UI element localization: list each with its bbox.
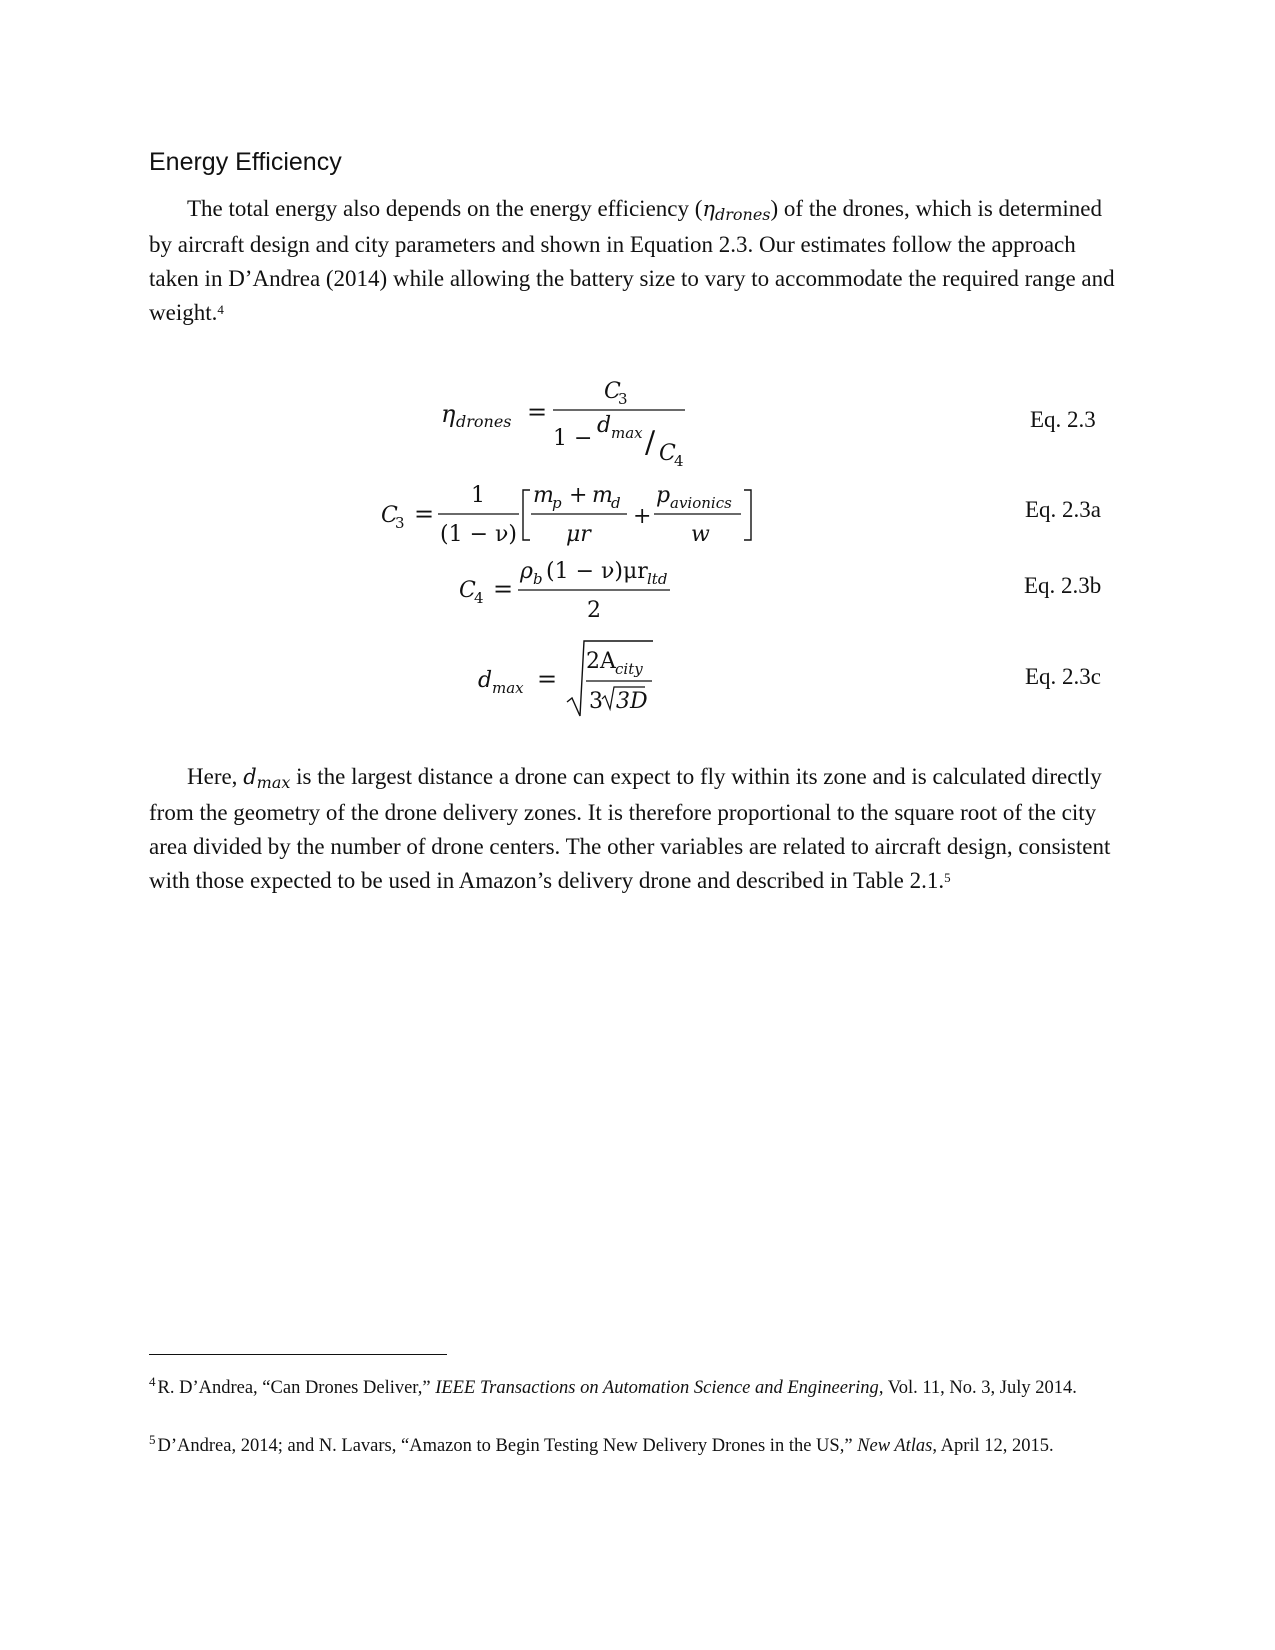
eq-label-2-3a: Eq. 2.3a bbox=[1025, 497, 1102, 522]
numerator-one: 1 bbox=[471, 483, 485, 508]
three-d: 3D bbox=[616, 689, 648, 714]
eq-label-2-3: Eq. 2.3 bbox=[1030, 407, 1096, 432]
equals-sign: = bbox=[414, 500, 435, 528]
subscript: ltd bbox=[647, 570, 668, 588]
equation-2-3 bbox=[441, 379, 685, 470]
subscript: 3 bbox=[395, 514, 405, 532]
para1-text-after: ) of the drones, which is determined by aircraft design and city parameters and shown in Equation 2.3. Our estimates follow the approach taken in D’Andrea (2014) while allowing the battery size to vary to accommodate the required range and weight. bbox=[149, 196, 1115, 325]
subscript: city bbox=[615, 660, 643, 678]
footnote-journal: IEEE Transactions on Automation Science and Engineering bbox=[435, 1378, 879, 1398]
footnote-number: 4 bbox=[149, 1374, 156, 1389]
equals-sign: = bbox=[537, 665, 558, 693]
numerator-mid: (1 − ν)μr bbox=[546, 559, 648, 584]
subscript: d bbox=[611, 494, 621, 512]
eta-subscript: drones bbox=[715, 205, 771, 224]
equation-2-3c bbox=[478, 641, 653, 716]
left-bracket bbox=[523, 490, 530, 540]
eta-symbol: η bbox=[441, 400, 456, 428]
footnote-number: 5 bbox=[149, 1432, 156, 1447]
eq-label-2-3b: Eq. 2.3b bbox=[1024, 573, 1102, 598]
mu-r: μr bbox=[566, 522, 591, 547]
p-symbol: p bbox=[656, 483, 671, 508]
equation-2-3b bbox=[459, 559, 670, 623]
c3-symbol: C bbox=[381, 503, 398, 528]
m-symbol: m bbox=[533, 483, 554, 508]
subscript: max bbox=[492, 679, 524, 697]
c3-symbol: C bbox=[604, 379, 621, 404]
c4-symbol: C bbox=[459, 578, 476, 603]
footnote-5 bbox=[149, 1434, 1129, 1459]
subscript: max bbox=[611, 424, 643, 442]
d-symbol: d bbox=[478, 668, 493, 693]
footnote-text: R. D’Andrea, “Can Drones Deliver,” bbox=[157, 1378, 436, 1398]
footnote-source: New Atlas bbox=[857, 1436, 933, 1456]
c4-symbol: C bbox=[659, 441, 676, 466]
footnote-text: , Vol. 11, No. 3, July 2014. bbox=[878, 1378, 1077, 1398]
plus-sign: + bbox=[633, 504, 652, 529]
m-symbol: m bbox=[592, 483, 613, 508]
footnote-ref-4[interactable]: 4 bbox=[217, 302, 224, 317]
d-symbol: d bbox=[243, 765, 257, 789]
rho-symbol: ρ bbox=[520, 559, 533, 584]
para2-text-after: is the largest distance a drone can expect to fly within its zone and is calculated directly from the geometry of the drone delivery zones. It is therefore proportional to the square root of the city area divided by the number of drone centers. The other variables are related to aircraft design, consistent with those expected to be used in Amazon’s delivery drone and described in Table 2.1. bbox=[149, 764, 1111, 893]
d-symbol: d bbox=[597, 413, 612, 438]
subscript: 3 bbox=[618, 390, 628, 408]
subscript: b bbox=[533, 570, 543, 588]
footnote-ref-5[interactable]: 5 bbox=[944, 870, 951, 885]
footnote-text: D’Andrea, 2014; and N. Lavars, “Amazon to Begin Testing New Delivery Drones in the US,” bbox=[157, 1436, 858, 1456]
subscript: 4 bbox=[474, 589, 484, 607]
d-subscript: max bbox=[256, 773, 291, 792]
subscript: avionics bbox=[670, 494, 732, 512]
eq-label-2-3c: Eq. 2.3c bbox=[1025, 664, 1102, 689]
one-minus-nu: (1 − ν) bbox=[440, 522, 517, 547]
para2-text-before: Here, bbox=[187, 764, 244, 789]
plus-sign: + bbox=[569, 483, 588, 508]
subscript: drones bbox=[456, 412, 512, 431]
equals-sign: = bbox=[527, 398, 548, 426]
section-heading: Energy Efficiency bbox=[149, 148, 342, 176]
three: 3 bbox=[589, 689, 603, 714]
one-minus: 1 − bbox=[553, 426, 593, 451]
subscript: p bbox=[552, 494, 562, 512]
denominator-two: 2 bbox=[587, 598, 601, 623]
paragraph-dmax bbox=[149, 760, 1129, 898]
two-a: 2A bbox=[586, 649, 616, 674]
subscript: 4 bbox=[674, 452, 684, 470]
para1-text-before: The total energy also depends on the energy efficiency ( bbox=[187, 196, 703, 221]
equation-2-3a bbox=[381, 483, 751, 547]
slash: / bbox=[645, 425, 656, 460]
footnote-4 bbox=[149, 1376, 1129, 1401]
eta-symbol: η bbox=[702, 197, 715, 221]
right-bracket bbox=[744, 490, 751, 540]
w-symbol: w bbox=[691, 522, 710, 547]
equals-sign: = bbox=[493, 575, 514, 603]
footnote-divider bbox=[149, 1354, 447, 1355]
footnote-text: , April 12, 2015. bbox=[932, 1436, 1054, 1456]
equation-block bbox=[0, 0, 1275, 760]
